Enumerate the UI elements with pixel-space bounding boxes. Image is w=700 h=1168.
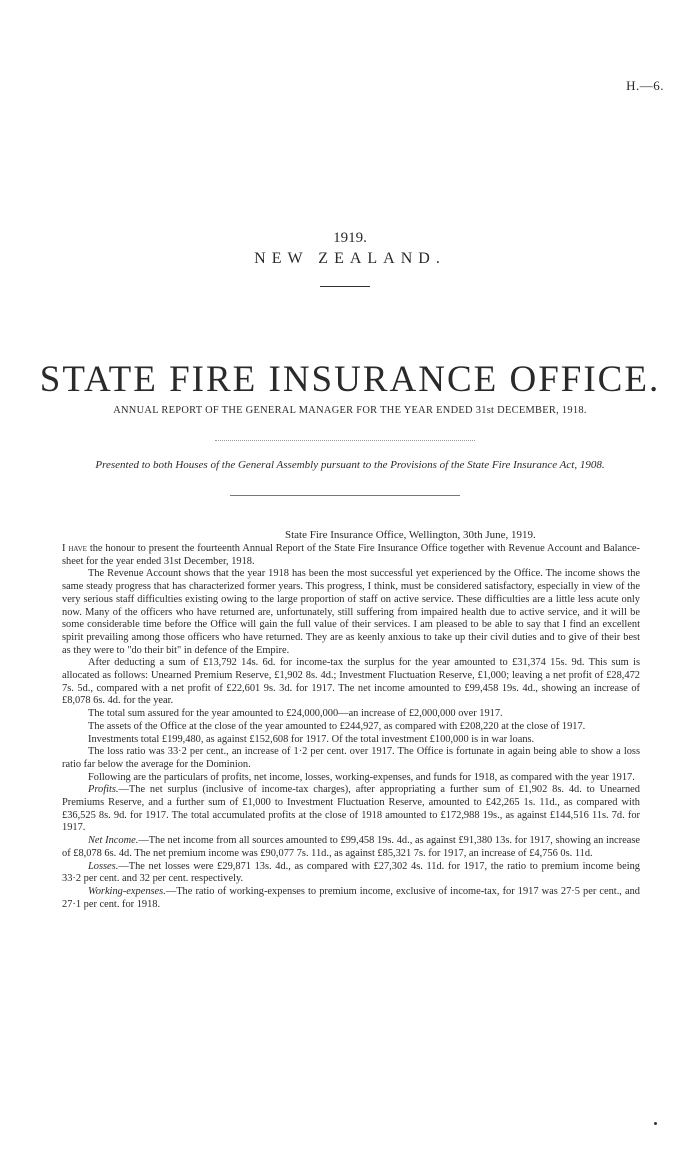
opening-words: I have [62, 543, 87, 554]
label-working-expenses: Working-expenses. [88, 885, 166, 897]
paragraph-surplus: After deducting a sum of £13,792 14s. 6d. for income-tax the surplus for the year amounted to £31,374 15s. 9d. This sum is allocated as follows: Unearned Premium Reserve, £1,902 8s. 4d.; Investment Fluctuation Reserve, £1,000; leaving a net profit of £28,472 7s. 5d., compared with a net profit of £22,601 9s. 3d. for 1917. The net income amounted to £99,458 19s. 4d., showing an increase of £8,078 6s. 4d. for the year. [62, 657, 640, 707]
label-net-income: Net Income. [88, 835, 139, 847]
paragraph-working-expenses: Working-expenses.—The ratio of working-expenses to premium income, exclusive of income-tax, for 1917 was 27·5 per cent., and 27·1 per cent. for 1918. [62, 885, 640, 910]
paragraph-losses: Losses.—The net losses were £29,871 13s. 4d., as compared with £27,302 4s. 11d. for 1917, the ratio to premium income being 33·2 per cent. and 32 per cent. respectively. [62, 860, 640, 885]
paragraph-revenue: The Revenue Account shows that the year 1918 has been the most successful yet experienced by the Office. The income shows the same steady progress that has characterized former years. This progress, I think, must be considered satisfactory, especially in view of the very serious staff difficulties existing owing to the large proportion of staff on active service. These difficulties are a little less acute only now. Many of the officers who have returned are, unfortunately, still suffering from impaired health due to active service, and it will be some considerable time before the Office will gain the full value of their services. I am pleased to be able to say that I find an excellent spirit prevailing among those officers who have returned. They are as keenly anxious to take up their civil duties and to give of their best as they were to "do their bit" in defence of the Empire. [62, 568, 640, 656]
label-losses: Losses. [88, 860, 119, 872]
paragraph-net-income: Net Income.—The net income from all sources amounted to £99,458 19s. 4d., as against £91,380 13s. for 1917, showing an increase of £8,078 6s. 4d. The net premium income was £90,077 7s. 11d., as against £85,321 7s. for 1917, an increase of £4,756 0s. 11d. [62, 835, 641, 859]
page-reference: H.—6. [626, 78, 664, 93]
report-subtitle: ANNUAL REPORT OF THE GENERAL MANAGER FOR THE YEAR ENDED 31st DECEMBER, 1918. [113, 405, 587, 416]
letter-dateline: State Fire Insurance Office, Wellington, 30th June, 1919. [285, 529, 536, 541]
paragraph-intro: I have the honour to present the fourteenth Annual Report of the State Fire Insurance Office together with Revenue Account and Balance-sheet for the year ended 31st December, 1918. [62, 543, 640, 567]
paragraph-assets: The assets of the Office at the close of the year amounted to £244,927, as compared with £208,220 at the close of 1917. [88, 720, 586, 732]
scan-speck [654, 1122, 657, 1125]
label-profits: Profits. [88, 784, 119, 796]
divider-dotted [215, 440, 475, 441]
report-body [62, 543, 640, 911]
divider-short [320, 286, 370, 287]
paragraph-sum-assured: The total sum assured for the year amounted to £24,000,000—an increase of £2,000,000 over 1917. [88, 708, 503, 720]
report-year: 1919. [333, 230, 367, 246]
country-heading: NEW ZEALAND. [254, 250, 446, 267]
paragraph-profits: Profits.—The net surplus (inclusive of income-tax charges), after appropriating a further sum of £1,902 8s. 4d. to Unearned Premiums Reserve, and a further sum of £1,000 to Investment Fluctuation Reserve, amounted to £42,265 1s. 11d., as compared with £36,525 8s. 9d. for 1917. The total accumulated profits at the close of 1918 amounted to £172,988 19s., as against £144,516 11s. 7d. for 1917. [62, 784, 640, 834]
paragraph-investments: Investments total £199,480, as against £152,608 for 1917. Of the total investment £100,000 is in war loans. [88, 733, 535, 745]
office-title: STATE FIRE INSURANCE OFFICE. [39, 359, 661, 400]
divider-rule [230, 495, 460, 496]
paragraph-loss-ratio: The loss ratio was 33·2 per cent., an increase of 1·2 per cent. over 1917. The Office is fortunate in again being able to show a loss ratio far below the average for the Dominion. [62, 746, 640, 770]
presented-note: Presented to both Houses of the General Assembly pursuant to the Provisions of the State Fire Insurance Act, 1908. [95, 459, 605, 471]
paragraph-particulars: Following are the particulars of profits, net income, losses, working-expenses, and funds for 1918, as compared with the year 1917. [88, 771, 635, 783]
